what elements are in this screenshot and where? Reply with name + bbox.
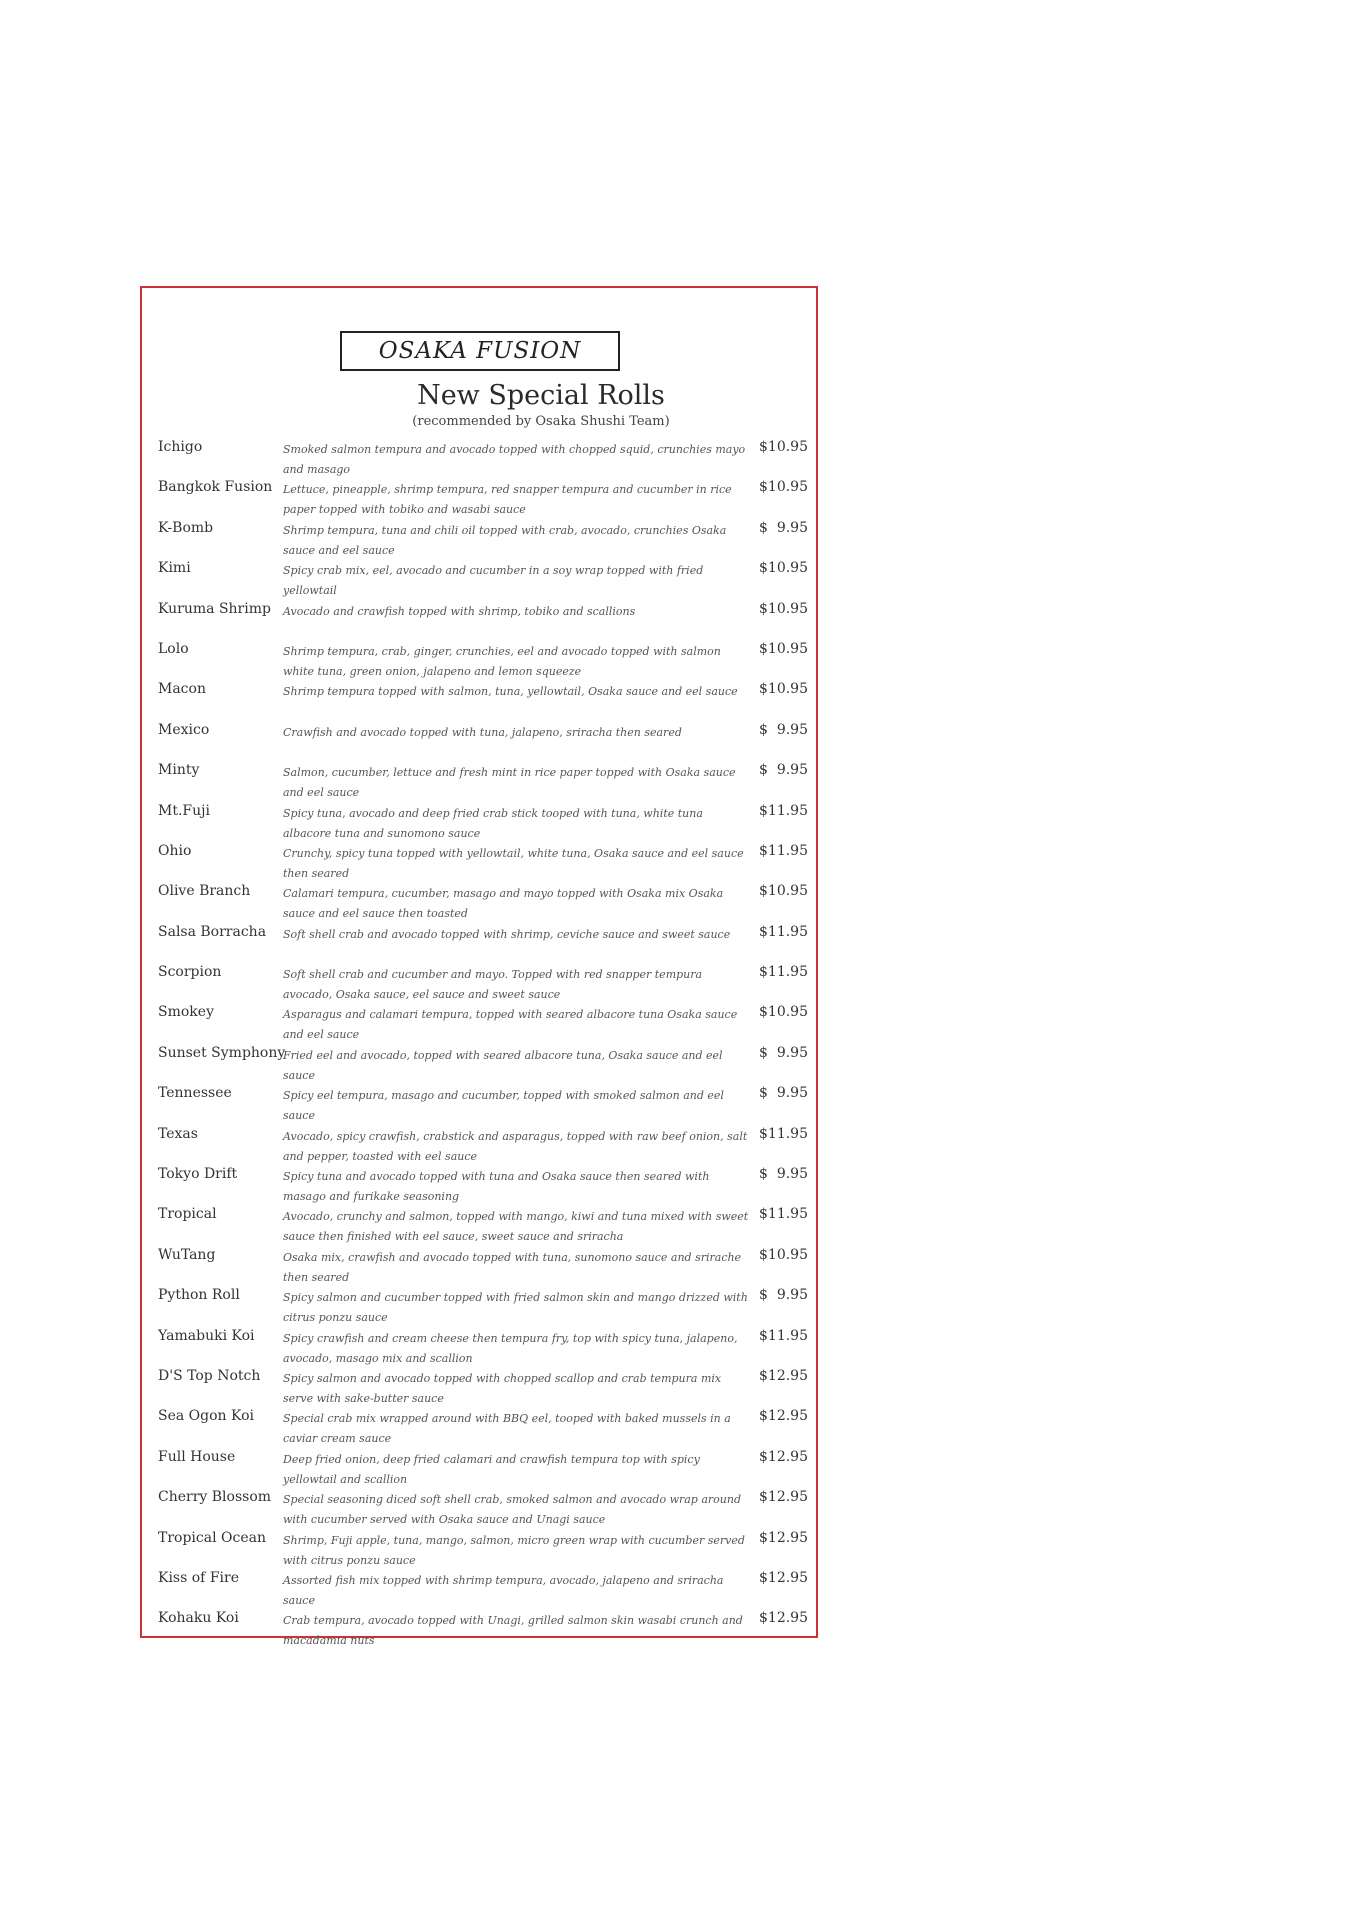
menu-item-name: WuTang <box>158 1246 216 1263</box>
menu-item-price: $ 9.95 <box>759 1287 808 1304</box>
menu-item-price: $11.95 <box>759 964 808 981</box>
menu-item-description: Assorted fish mix topped with shrimp tempura, avocado, jalapeno and sriracha sauce <box>283 1573 724 1607</box>
menu-item-name: Texas <box>158 1125 198 1142</box>
menu-item <box>158 761 808 801</box>
menu-item-price: $10.95 <box>759 681 808 698</box>
menu-item-price: $12.95 <box>759 1448 808 1465</box>
menu-item-name: D'S Top Notch <box>158 1367 261 1384</box>
menu-item-description: Deep fried onion, deep fried calamari and crawfish tempura top with spicy yellowtail and scallion <box>283 1452 700 1486</box>
menu-item-description: Spicy crawfish and cream cheese then tempura fry, top with spicy tuna, jalapeno, avocado, masago mix and scallion <box>283 1331 738 1365</box>
menu-item-name: Kohaku Koi <box>158 1610 239 1627</box>
menu-frame <box>140 286 818 1648</box>
menu-item-description: Shrimp tempura, crab, ginger, crunchies, eel and avocado topped with salmon white tuna, green onion, jalapeno and lemon squeeze <box>283 644 721 678</box>
menu-item <box>158 882 808 922</box>
menu-item <box>158 1205 808 1245</box>
menu-item-name: Olive Branch <box>158 883 251 900</box>
menu-item-price: $10.95 <box>759 560 808 577</box>
menu-item <box>158 1327 808 1367</box>
menu-item-price: $11.95 <box>759 923 808 940</box>
menu-item <box>158 802 808 842</box>
menu-item-description: Crunchy, spicy tuna topped with yellowtail, white tuna, Osaka sauce and eel sauce then seared <box>283 846 744 880</box>
menu-item-price: $11.95 <box>759 802 808 819</box>
menu-item-price: $ 9.95 <box>759 762 808 779</box>
menu-item <box>158 1448 808 1488</box>
menu-item-name: Scorpion <box>158 964 222 981</box>
menu-item-name: Tropical Ocean <box>158 1529 266 1546</box>
menu-item-price: $11.95 <box>759 1206 808 1223</box>
menu-item-name: K-Bomb <box>158 519 214 536</box>
brand-logo-box: OSAKA FUSION <box>340 331 620 371</box>
menu-item-name: Kimi <box>158 560 191 577</box>
menu-item <box>158 640 808 680</box>
menu-items-list <box>158 438 808 1650</box>
menu-item-name: Sea Ogon Koi <box>158 1408 254 1425</box>
menu-item-name: Lolo <box>158 640 189 657</box>
menu-item <box>158 438 808 478</box>
menu-item-name: Ichigo <box>158 439 203 455</box>
menu-item <box>158 1367 808 1407</box>
menu-item-price: $ 9.95 <box>759 1166 808 1183</box>
menu-item-name: Smokey <box>158 1004 214 1021</box>
menu-item <box>158 1609 808 1649</box>
menu-item-name: Cherry Blossom <box>158 1489 272 1506</box>
menu-item-price: $11.95 <box>759 842 808 859</box>
menu-item-description: Spicy salmon and cucumber topped with fried salmon skin and mango drizzed with citrus ponzu sauce <box>283 1291 748 1325</box>
menu-item-name: Bangkok Fusion <box>158 479 273 496</box>
menu-item-price: $12.95 <box>759 1569 808 1586</box>
menu-item-description: Shrimp tempura topped with salmon, tuna, yellowtail, Osaka sauce and eel sauce <box>283 685 738 699</box>
menu-item <box>158 963 808 1003</box>
menu-item-name: Python Roll <box>158 1287 240 1304</box>
menu-item-name: Yamabuki Koi <box>158 1327 255 1344</box>
menu-item-description: Lettuce, pineapple, shrimp tempura, red snapper tempura and cucumber in rice paper topped with tobiko and wasabi sauce <box>283 483 732 517</box>
menu-item <box>158 1003 808 1043</box>
menu-item <box>158 923 808 963</box>
menu-title: New Special Rolls <box>417 380 665 411</box>
menu-item-description: Asparagus and calamari tempura, topped with seared albacore tuna Osaka sauce and eel sauce <box>283 1008 738 1042</box>
menu-item-description: Avocado, crunchy and salmon, topped with mango, kiwi and tuna mixed with sweet sauce then finished with eel sauce, sweet sauce and sriracha <box>283 1210 749 1244</box>
menu-item-name: Mt.Fuji <box>158 802 210 819</box>
menu-item-name: Mexico <box>158 721 210 738</box>
menu-item-description: Crab tempura, avocado topped with Unagi, grilled salmon skin wasabi crunch and macadamia nuts <box>283 1614 743 1648</box>
menu-item-price: $12.95 <box>759 1610 808 1627</box>
menu-item-name: Macon <box>158 681 206 698</box>
menu-item-name: Kiss of Fire <box>158 1569 239 1586</box>
menu-item-description: Special crab mix wrapped around with BBQ eel, tooped with baked mussels in a caviar cream sauce <box>283 1412 731 1446</box>
menu-item-price: $10.95 <box>759 640 808 657</box>
menu-item-price: $10.95 <box>759 439 808 455</box>
menu-item-price: $12.95 <box>759 1367 808 1384</box>
menu-item-description: Spicy tuna and avocado topped with tuna and Osaka sauce then seared with masago and furikake seasoning <box>283 1170 710 1204</box>
menu-item-price: $11.95 <box>759 1327 808 1344</box>
menu-item-price: $11.95 <box>759 1125 808 1142</box>
menu-item-description: Avocado and crawfish topped with shrimp, tobiko and scallions <box>283 604 636 618</box>
menu-item-description: Shrimp tempura, tuna and chili oil topped with crab, avocado, crunchies Osaka sauce and eel sauce <box>283 523 727 557</box>
menu-item <box>158 1529 808 1569</box>
menu-item-name: Full House <box>158 1448 236 1465</box>
menu-item <box>158 519 808 559</box>
menu-item-description: Calamari tempura, cucumber, masago and mayo topped with Osaka mix Osaka sauce and eel sauce then toasted <box>283 887 724 921</box>
menu-item-name: Tropical <box>158 1206 217 1223</box>
menu-item <box>158 600 808 640</box>
menu-item-price: $12.95 <box>759 1408 808 1425</box>
menu-item <box>158 1488 808 1528</box>
menu-subtitle: (recommended by Osaka Shushi Team) <box>412 414 670 429</box>
menu-item <box>158 1286 808 1326</box>
menu-item-description: Spicy tuna, avocado and deep fried crab stick tooped with tuna, white tuna albacore tuna and sunomono sauce <box>283 806 703 840</box>
menu-item-price: $12.95 <box>759 1529 808 1546</box>
menu-item-description: Spicy eel tempura, masago and cucumber, topped with smoked salmon and eel sauce <box>283 1089 724 1123</box>
menu-item-price: $ 9.95 <box>759 721 808 738</box>
menu-item <box>158 721 808 761</box>
menu-item-description: Osaka mix, crawfish and avocado topped with tuna, sunomono sauce and srirache then seared <box>283 1250 742 1284</box>
menu-item-description: Smoked salmon tempura and avocado topped with chopped squid, crunchies mayo and masago <box>283 443 746 476</box>
menu-item-name: Tennessee <box>158 1085 232 1102</box>
menu-item <box>158 1569 808 1609</box>
menu-item-description: Spicy crab mix, eel, avocado and cucumber in a soy wrap topped with fried yellowtail <box>283 564 704 598</box>
menu-item <box>158 680 808 720</box>
menu-item-price: $ 9.95 <box>759 1044 808 1061</box>
menu-item-price: $10.95 <box>759 1004 808 1021</box>
menu-item-description: Soft shell crab and avocado topped with shrimp, ceviche sauce and sweet sauce <box>283 927 731 941</box>
menu-item-name: Sunset Symphony <box>158 1044 286 1061</box>
menu-item-description: Fried eel and avocado, topped with seared albacore tuna, Osaka sauce and eel sauce <box>283 1048 723 1082</box>
menu-item-description: Special seasoning diced soft shell crab, smoked salmon and avocado wrap around with cucumber served with Osaka sauce and Unagi sauce <box>283 1493 741 1527</box>
menu-item-name: Ohio <box>158 842 192 859</box>
menu-item <box>158 842 808 882</box>
menu-item-name: Minty <box>158 762 200 779</box>
menu-item <box>158 1165 808 1205</box>
menu-item-description: Salmon, cucumber, lettuce and fresh mint in rice paper topped with Osaka sauce and eel sauce <box>283 766 736 800</box>
menu-item-description: Shrimp, Fuji apple, tuna, mango, salmon, micro green wrap with cucumber served with citrus ponzu sauce <box>283 1533 745 1567</box>
menu-item-description: Soft shell crab and cucumber and mayo. Topped with red snapper tempura avocado, Osaka sauce, eel sauce and sweet sauce <box>283 968 703 1002</box>
menu-item-description: Crawfish and avocado topped with tuna, jalapeno, sriracha then seared <box>283 725 682 739</box>
menu-item <box>158 1044 808 1084</box>
menu-item-name: Salsa Borracha <box>158 923 267 940</box>
menu-item <box>158 1407 808 1447</box>
menu-item-description: Avocado, spicy crawfish, crabstick and asparagus, topped with raw beef onion, salt and pepper, toasted with eel sauce <box>283 1129 748 1163</box>
menu-item-price: $ 9.95 <box>759 1085 808 1102</box>
menu-item <box>158 1246 808 1286</box>
menu-item-name: Kuruma Shrimp <box>158 600 271 617</box>
menu-item <box>158 1084 808 1124</box>
menu-item <box>158 559 808 599</box>
menu-item-name: Tokyo Drift <box>158 1166 238 1183</box>
menu-item <box>158 478 808 518</box>
menu-item-price: $10.95 <box>759 479 808 496</box>
menu-item-price: $10.95 <box>759 883 808 900</box>
menu-item <box>158 1125 808 1165</box>
menu-item-price: $10.95 <box>759 600 808 617</box>
menu-item-price: $10.95 <box>759 1246 808 1263</box>
menu-item-price: $12.95 <box>759 1489 808 1506</box>
menu-item-price: $ 9.95 <box>759 519 808 536</box>
menu-item-description: Spicy salmon and avocado topped with chopped scallop and crab tempura mix serve with sake-butter sauce <box>283 1371 722 1405</box>
